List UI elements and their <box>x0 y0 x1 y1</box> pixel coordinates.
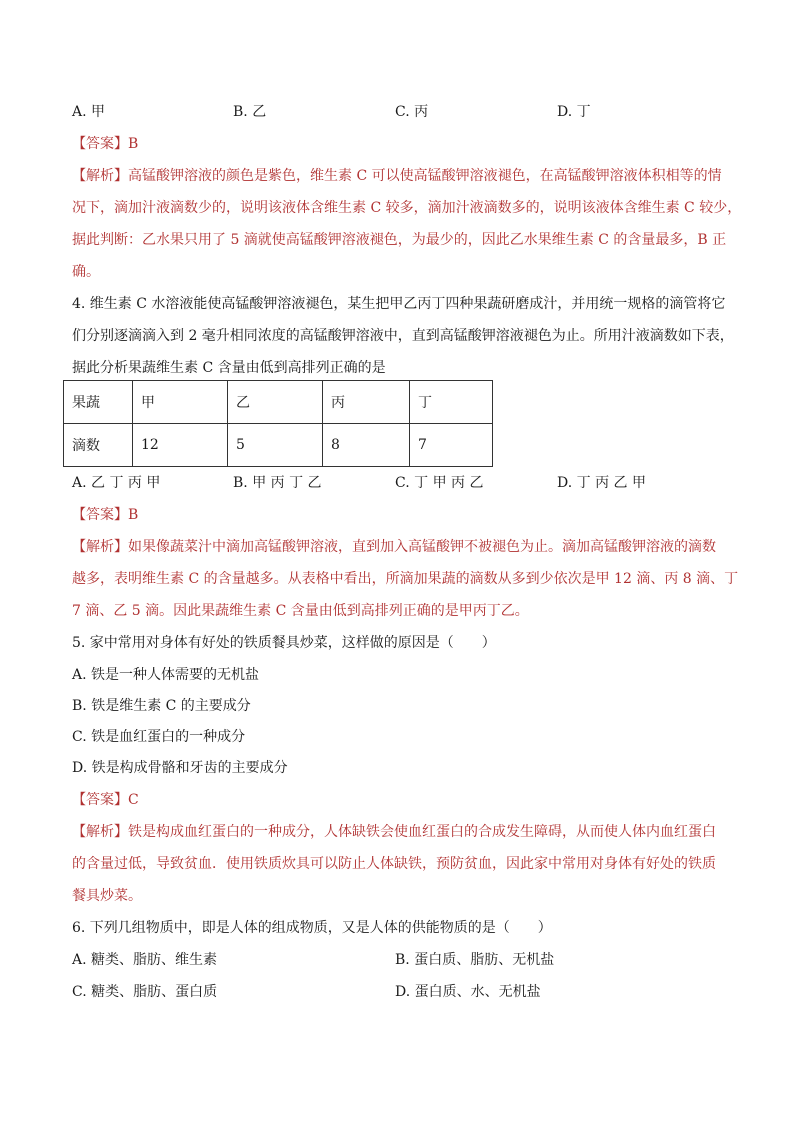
table-cell: 滴数 <box>64 424 133 467</box>
q3-answer <box>72 134 138 154</box>
answer-label: 【答案】 <box>72 792 128 808</box>
q4-option-d: D. 丁 丙 乙 甲 <box>557 475 646 491</box>
table-cell: 7 <box>410 424 493 467</box>
q3-analysis-line-3: 据此判断：乙水果只用了 5 滴就使高锰酸钾溶液褪色，为最少的，因此乙水果维生素 C 的含量最多，B 正 <box>72 232 727 248</box>
q5-option-a: A. 铁是一种人体需要的无机盐 <box>72 667 260 683</box>
analysis-text: 高锰酸钾溶液的颜色是紫色，维生素 C 可以使高锰酸钾溶液褪色，在高锰酸钾溶液体积相等的情 <box>128 168 722 184</box>
table-cell: 丁 <box>410 381 493 424</box>
answer-value: B <box>128 507 139 523</box>
q5-analysis-line-2: 的含量过低，导致贫血．使用铁质炊具可以防止人体缺铁，预防贫血，因此家中常用对身体有好处的铁质 <box>72 856 716 872</box>
table-cell: 乙 <box>228 381 323 424</box>
table-cell: 甲 <box>133 381 228 424</box>
q5-option-d: D. 铁是构成骨骼和牙齿的主要成分 <box>72 760 288 776</box>
q4-analysis-line-2: 越多，表明维生素 C 的含量越多。从表格中看出，所滴加果蔬的滴数从多到少依次是甲 12 滴、丙 8 滴、丁 <box>72 571 739 587</box>
q5-stem: 5. 家中常用对身体有好处的铁质餐具炒菜，这样做的原因是（ ） <box>72 635 496 651</box>
q4-analysis-line-1 <box>72 537 716 557</box>
q6-option-a: A. 糖类、脂肪、维生素 <box>72 952 218 968</box>
q4-analysis-line-3: 7 滴、乙 5 滴。因此果蔬维生素 C 含量由低到高排列正确的是甲丙丁乙。 <box>72 603 529 619</box>
q4-stem-line-1: 4. 维生素 C 水溶液能使高锰酸钾溶液褪色，某生把甲乙丙丁四种果蔬研磨成汁，并用统一规格的滴管将它 <box>72 296 726 312</box>
analysis-text: 铁是构成血红蛋白的一种成分，人体缺铁会使血红蛋白的合成发生障碍，从而使人体内血红蛋白 <box>128 824 716 840</box>
q5-answer <box>72 790 139 810</box>
q5-analysis-line-3: 餐具炒菜。 <box>72 888 142 904</box>
table-row <box>64 424 493 467</box>
q5-option-c: C. 铁是血红蛋白的一种成分 <box>72 729 246 745</box>
table-cell: 丙 <box>323 381 410 424</box>
q5-analysis-line-1 <box>72 822 716 842</box>
q6-option-c: C. 糖类、脂肪、蛋白质 <box>72 984 218 1000</box>
q3-option-c: C. 丙 <box>395 104 429 120</box>
answer-value: C <box>128 792 139 808</box>
q6-stem: 6. 下列几组物质中，即是人体的组成物质，又是人体的供能物质的是（ ） <box>72 920 552 936</box>
answer-label: 【答案】 <box>72 136 128 152</box>
q3-option-d: D. 丁 <box>557 104 591 120</box>
analysis-label: 【解析】 <box>72 539 128 555</box>
drops-table <box>63 380 493 467</box>
analysis-label: 【解析】 <box>72 168 128 184</box>
q3-analysis-line-4: 确。 <box>72 264 100 280</box>
table-cell: 果蔬 <box>64 381 133 424</box>
q4-option-b: B. 甲 丙 丁 乙 <box>233 475 322 491</box>
table-cell: 8 <box>323 424 410 467</box>
q3-option-b: B. 乙 <box>233 104 267 120</box>
q5-option-b: B. 铁是维生素 C 的主要成分 <box>72 698 251 714</box>
q6-option-d: D. 蛋白质、水、无机盐 <box>395 984 541 1000</box>
analysis-label: 【解析】 <box>72 824 128 840</box>
q3-option-a: A. 甲 <box>72 104 106 120</box>
q3-analysis-line-2: 况下，滴加汁液滴数少的，说明该液体含维生素 C 较多，滴加汁液滴数多的，说明该液体含维生素 C 较少， <box>72 200 742 216</box>
analysis-text: 如果像蔬菜汁中滴加高锰酸钾溶液，直到加入高锰酸钾不被褪色为止。滴加高锰酸钾溶液的滴数 <box>128 539 716 555</box>
q4-stem-line-3: 据此分析果蔬维生素 C 含量由低到高排列正确的是 <box>72 360 386 376</box>
table-header-row <box>64 381 493 424</box>
table-cell: 12 <box>133 424 228 467</box>
table-cell: 5 <box>228 424 323 467</box>
q4-option-c: C. 丁 甲 丙 乙 <box>395 475 484 491</box>
q4-answer <box>72 505 138 525</box>
q3-analysis-line-1 <box>72 166 722 186</box>
q4-stem-line-2: 们分别逐滴滴入到 2 毫升相同浓度的高锰酸钾溶液中，直到高锰酸钾溶液褪色为止。所用汁液滴数如下表， <box>72 328 734 344</box>
answer-value: B <box>128 136 139 152</box>
q4-option-a: A. 乙 丁 丙 甲 <box>72 475 161 491</box>
q6-option-b: B. 蛋白质、脂肪、无机盐 <box>395 952 555 968</box>
answer-label: 【答案】 <box>72 507 128 523</box>
